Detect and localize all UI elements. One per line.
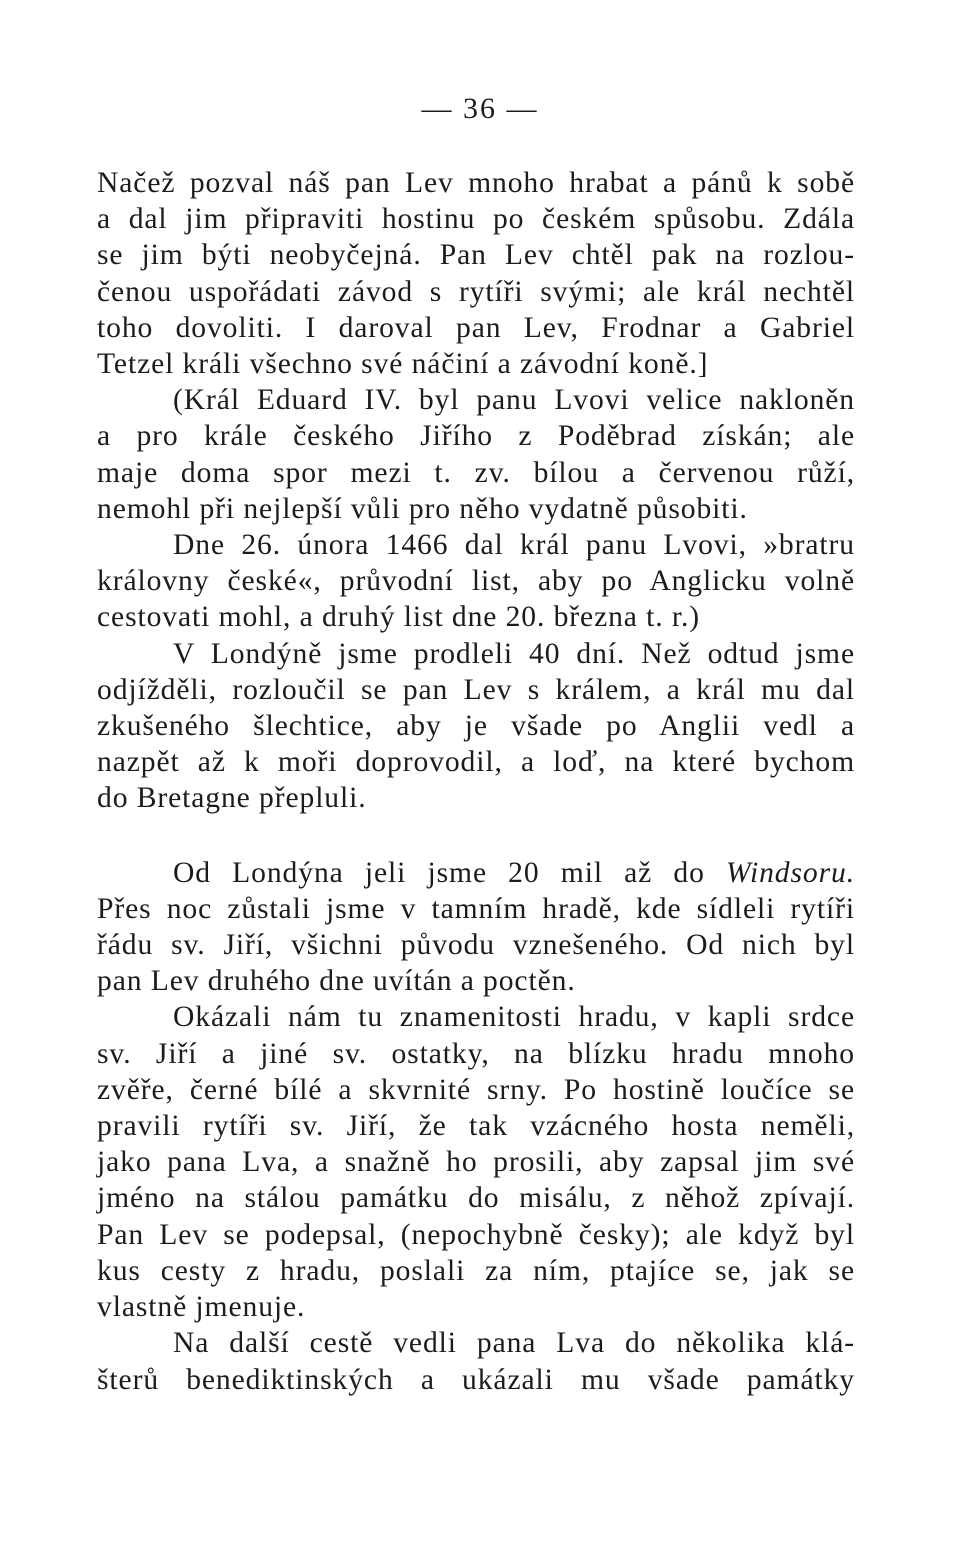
text-line-content: Od Londýna jeli jsme 20 mil až do [173,856,727,889]
text-line [97,891,855,927]
text-line [97,1217,855,1253]
text-line [97,165,855,201]
text-line-content: a dal jim připraviti hostinu po českém spůsobu. Zdála [97,203,855,236]
text-line-content: Načež pozval náš pan Lev mnoho hrabat a pánů k sobě [97,167,855,199]
text-line-content: královny české«, průvodní list, aby po Anglicku volně [97,565,855,598]
text-line [97,1144,855,1180]
text-line-content: (Král Eduard IV. byl panu Lvovi velice nakloněn [173,384,855,417]
text-line-content: V Londýně jsme prodleli 40 dní. Než odtud jsme [173,637,855,670]
text-line-content: jméno na stálou památku do misálu, z něhož zpívají. [97,1182,855,1215]
text-line-content: pan Lev druhého dne uvítán a poctěn. [97,965,576,998]
text-line [97,963,855,999]
text-line-content: nazpět až k moři doprovodil, a loď, na které bychom [97,746,855,779]
text-line [97,527,855,563]
text-line [97,563,855,599]
body-text [97,165,855,1398]
text-line-content: odjížděli, rozloučil se pan Lev s králem, a král mu dal [97,673,855,706]
text-line-content: sv. Jiří a jiné sv. ostatky, na blízku hradu mnoho [97,1037,855,1070]
text-line-content: Tetzel králi všechno své náčiní a závodní koně.] [97,348,709,381]
text-line [97,491,855,527]
text-line-content: maje doma spor mezi t. zv. bílou a červenou růží, [97,456,855,489]
text-line-content: toho dovoliti. I daroval pan Lev, Frodnar a Gabriel [97,311,855,344]
text-line [97,418,855,454]
text-line-content: jako pana Lva, a snažně ho prosili, aby zapsal jim své [97,1146,855,1179]
text-line [97,672,855,708]
text-line-content: zvěře, černé bílé a skvrnité srny. Po hostině loučíce se [97,1073,855,1106]
text-line [97,636,855,672]
text-line [97,599,855,635]
text-line [97,744,855,780]
text-line-content: Přes noc zůstali jsme v tamním hradě, kde sídleli rytíři [97,892,855,925]
text-line [97,237,855,273]
text-line [97,780,855,816]
text-line [97,999,855,1035]
text-line-content: šterů benediktinských a ukázali mu všade památky [97,1363,855,1396]
paragraph-gap [97,817,855,855]
text-line-content: se jim býti neobyčejná. Pan Lev chtěl pak na rozlou- [97,239,855,272]
text-line-content: čenou uspořádati závod s rytíři svými; ale král nechtěl [97,275,855,308]
text-line-content: a pro krále českého Jiřího z Poděbrad získán; ale [97,420,855,453]
text-line [97,1108,855,1144]
text-line [97,1253,855,1289]
text-line [97,1362,855,1398]
text-line-content: Dne 26. února 1466 dal král panu Lvovi, »bratru [173,529,855,562]
text-line [97,1072,855,1108]
text-line [97,927,855,963]
text-line [97,310,855,346]
text-line [97,382,855,418]
text-line-content: Na další cestě vedli pana Lva do několika klá- [173,1327,855,1360]
text-line-content: cestovati mohl, a druhý list dne 20. března t. r.) [97,601,701,634]
italic-place-name: Windsoru. [726,856,855,889]
text-line [97,1180,855,1216]
text-line [97,455,855,491]
text-line-content: kus cesty z hradu, poslali za ním, ptajíce se, jak se [97,1254,855,1287]
text-line [97,1325,855,1361]
text-line [97,1036,855,1072]
text-line [97,346,855,382]
text-line [97,708,855,744]
text-line-content: pravili rytíři sv. Jiří, že tak vzácného hosta neměli, [97,1110,855,1143]
text-line [97,855,855,891]
page-number: — 36 — [421,92,539,125]
text-line [97,274,855,310]
text-line [97,1289,855,1325]
text-line-content: řádu sv. Jiří, všichni původu vznešeného. Od nich byl [97,929,855,962]
text-line-content: do Bretagne přepluli. [97,782,367,815]
text-line [97,201,855,237]
text-line-content: Okázali nám tu znamenitosti hradu, v kapli srdce [173,1001,855,1034]
text-line-content: zkušeného šlechtice, aby je všade po Anglii vedl a [97,710,855,743]
text-line-content: nemohl při nejlepší vůli pro něho vydatně působiti. [97,492,748,525]
text-line-content: Pan Lev se podepsal, (nepochybně česky); ale když byl [97,1218,855,1251]
text-line-content: vlastně jmenuje. [97,1291,306,1324]
